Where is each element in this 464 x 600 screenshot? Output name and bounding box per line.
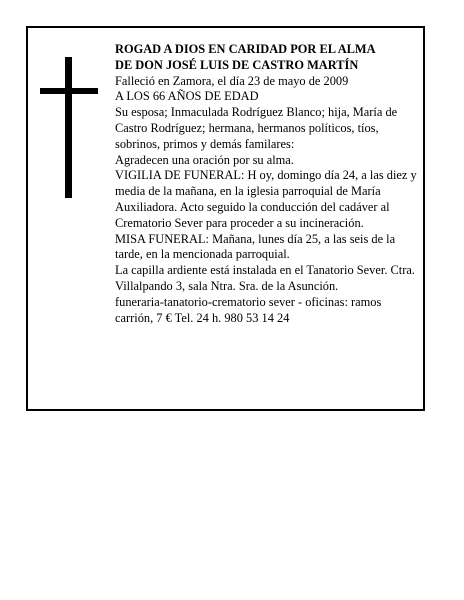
- notice-title-line2: DE DON JOSÉ LUIS DE CASTRO MARTÍN: [115, 57, 359, 72]
- funeral-home-info: funeraria-tanatorio-crematorio sever - oficinas: ramos carrión, 7 € Tel. 24 h. 980 53 14 24: [115, 294, 382, 325]
- thanks-text: Agradecen una oración por su alma.: [115, 152, 294, 167]
- age-info: A LOS 66 AÑOS DE EDAD: [115, 89, 259, 104]
- vigil-info: VIGILIA DE FUNERAL: H oy, domingo día 24, a las diez y media de la mañana, en la iglesia parroquial de María Auxiliadora. Acto seguido la conducción del cadáver al Crematorio Sever para proceder a su incineración.: [115, 168, 417, 230]
- family-info: Su esposa; Inmaculada Rodríguez Blanco; hija, María de Castro Rodríguez; hermana, hermanos políticos, tíos, sobrinos, primos y demás familares:: [115, 105, 398, 151]
- notice-text: [115, 42, 421, 326]
- death-info: Falleció en Zamora, el día 23 de mayo de 2009: [115, 73, 349, 88]
- cross-vertical-bar: [65, 57, 72, 198]
- cross-icon: [40, 57, 98, 198]
- cross-horizontal-bar: [40, 88, 98, 94]
- notice-title-line1: ROGAD A DIOS EN CARIDAD POR EL ALMA: [115, 42, 376, 56]
- mass-info: MISA FUNERAL: Mañana, lunes día 25, a las seis de la tarde, en la mencionada parroquial.: [115, 231, 396, 262]
- chapel-info: La capilla ardiente está instalada en el Tanatorio Sever. Ctra. Villalpando 3, sala Ntra. Sra. de la Asunción.: [115, 263, 415, 293]
- obituary-notice: [26, 26, 425, 411]
